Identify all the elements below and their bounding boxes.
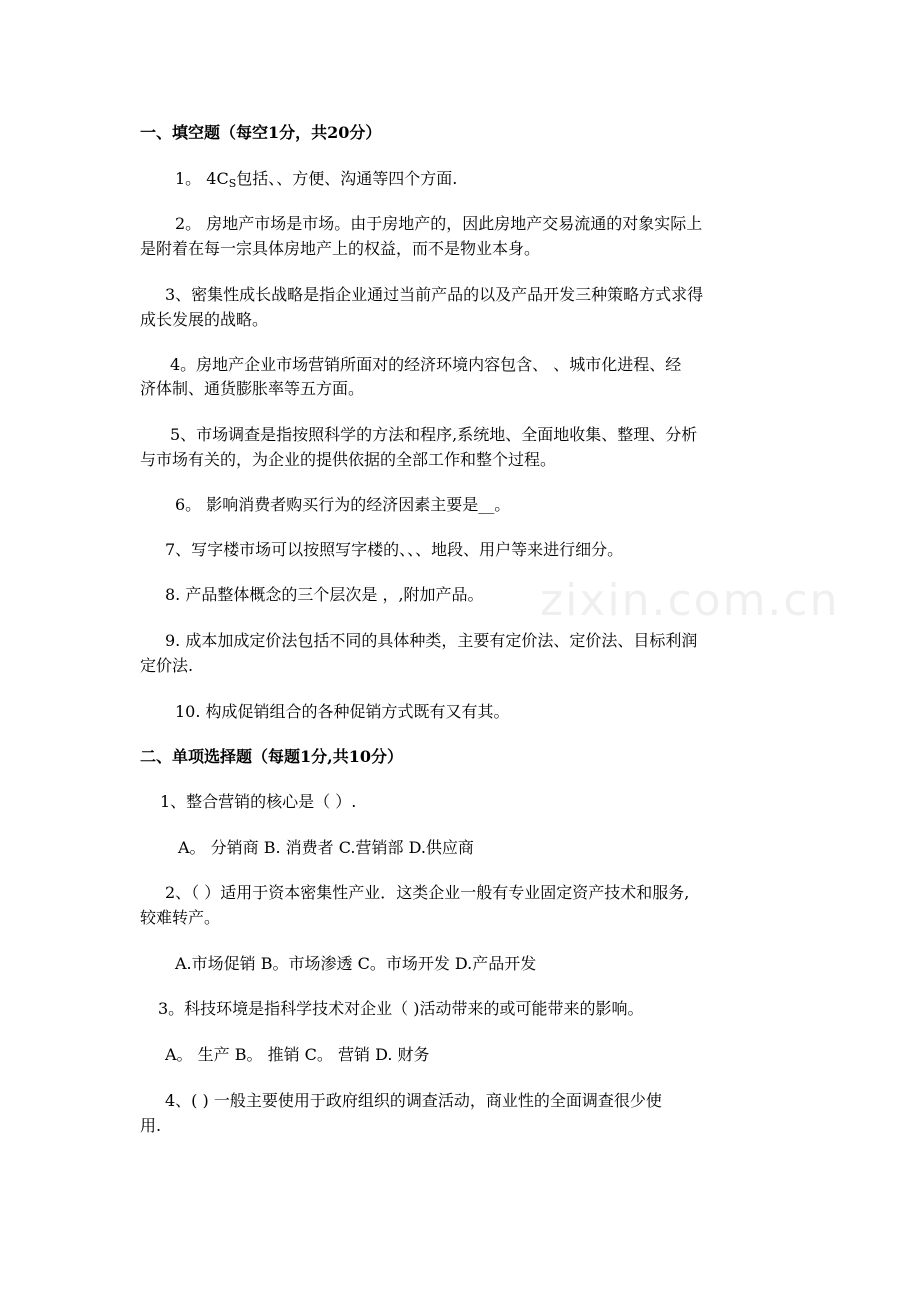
q1-subscript: S (228, 177, 237, 190)
q1-suffix: 包括、、方便、沟通等四个方面. (236, 169, 458, 188)
fill-question-9-line1: 9. 成本加成定价法包括不同的具体种类，主要有定价法、定价法、目标利润 (165, 631, 698, 650)
choice-question-3-stem: 3。科技环境是指科学技术对企业（ )活动带来的或可能带来的影响。 (158, 999, 644, 1018)
fill-question-8: 8. 产品整体概念的三个层次是 ，,附加产品。 (165, 585, 484, 604)
fill-question-7: 7、写字楼市场可以按照写字楼的、、、地段、用户等来进行细分。 (165, 540, 624, 559)
q1-prefix: 1。 4C (175, 169, 229, 188)
fill-question-10: 10. 构成促销组合的各种促销方式既有又有其。 (175, 702, 510, 721)
fill-question-4-line2: 济体制、通货膨胀率等五方面。 (140, 379, 365, 398)
choice-question-2-line1: 2、（ ）适用于资本密集性产业．这类企业一般有专业固定资产技术和服务, (165, 883, 690, 902)
fill-question-3-line2: 成长发展的战略。 (140, 310, 269, 329)
fill-question-2-line1: 2。 房地产市场是市场。由于房地产的，因此房地产交易流通的对象实际上 (175, 214, 703, 233)
choice-question-4-line1: 4、( ) 一般主要使用于政府组织的调查活动，商业性的全面调查很少使 (165, 1091, 662, 1110)
choice-question-3-options: A。 生产 B。 推销 C。 营销 D. 财务 (165, 1045, 430, 1064)
section1-title: 一、填空题（每空1分，共20分） (140, 123, 382, 142)
choice-question-4-line2: 用. (140, 1116, 162, 1135)
fill-question-9-line2: 定价法. (140, 656, 194, 675)
fill-question-3-line1: 3、密集性成长战略是指企业通过当前产品的以及产品开发三种策略方式求得 (165, 285, 704, 304)
fill-question-5-line2: 与市场有关的，为企业的提供依据的全部工作和整个过程。 (140, 450, 557, 469)
fill-question-4-line1: 4。房地产企业市场营销所面对的经济环境内容包含、 、城市化进程、经 (170, 355, 682, 374)
choice-question-1-options: A。 分销商 B. 消费者 C.营销部 D.供应商 (178, 838, 474, 857)
fill-question-6: 6。 影响消费者购买行为的经济因素主要是__。 (175, 495, 511, 514)
choice-question-2-line2: 较难转产。 (140, 908, 221, 927)
fill-question-1 (175, 168, 457, 190)
section2-title: 二、单项选择题（每题1分,共10分） (140, 747, 403, 766)
fill-question-5-line1: 5、市场调查是指按照科学的方法和程序,系统地、全面地收集、整理、分析 (170, 425, 698, 444)
watermark: zixin.com.cn (540, 575, 840, 626)
fill-question-2-line2: 是附着在每一宗具体房地产上的权益，而不是物业本身。 (140, 239, 541, 258)
choice-question-2-options: A.市场促销 B。市场渗透 C。市场开发 D.产品开发 (175, 954, 537, 973)
choice-question-1-stem: 1、整合营销的核心是（ ）. (160, 792, 357, 811)
